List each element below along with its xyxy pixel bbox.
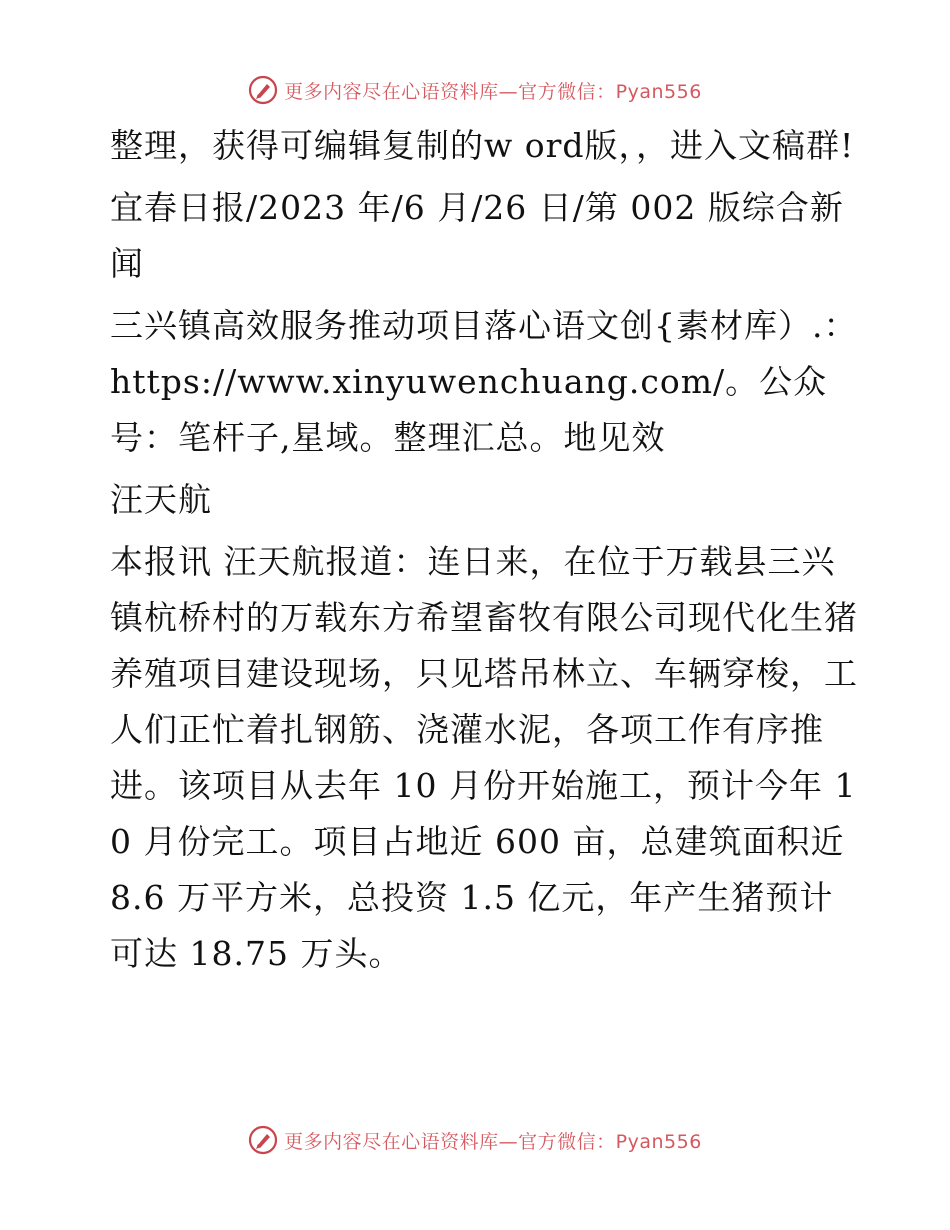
paragraph-intro: 整理，获得可编辑复制的w ord版，，进入文稿群! — [110, 126, 855, 165]
header-watermark — [0, 70, 950, 110]
paragraph-source: 宜春日报/2023 年/6 月/26 日/第 002 版综合新闻 — [110, 188, 844, 283]
paragraph-author: 汪天航 — [110, 480, 212, 519]
paragraph-body: 本报讯 汪天航报道：连日来，在位于万载县三兴镇杭桥村的万载东方希望畜牧有限公司现代化生猪养殖项目建设现场，只见塔吊林立、车辆穿梭，工人们正忙着扎钢筋、浇灌水泥，各项工作有序推进。该项目从去年 10 月份开始施工，预计今年 10 月份完工。项目占地近 600 亩，总建筑面积近 8.6 万平方米，总投资 1.5 亿元，年产生猪预计可达 18.75 万头。 — [110, 542, 858, 973]
paragraph-headline: 三兴镇高效服务推动项目落心语文创{素材库）.：https://www.xinyuwenchuang.com/。公众号：笔杆子,星域。整理汇总。地见效 — [110, 306, 858, 457]
watermark-text: 更多内容尽在心语资料库—官方微信：Pyan556 — [284, 1130, 702, 1153]
pen-logo-icon — [248, 1125, 278, 1155]
document-body — [98, 118, 858, 988]
pen-logo-icon — [248, 75, 278, 105]
watermark-text: 更多内容尽在心语资料库—官方微信：Pyan556 — [284, 80, 702, 103]
footer-watermark — [0, 1120, 950, 1160]
